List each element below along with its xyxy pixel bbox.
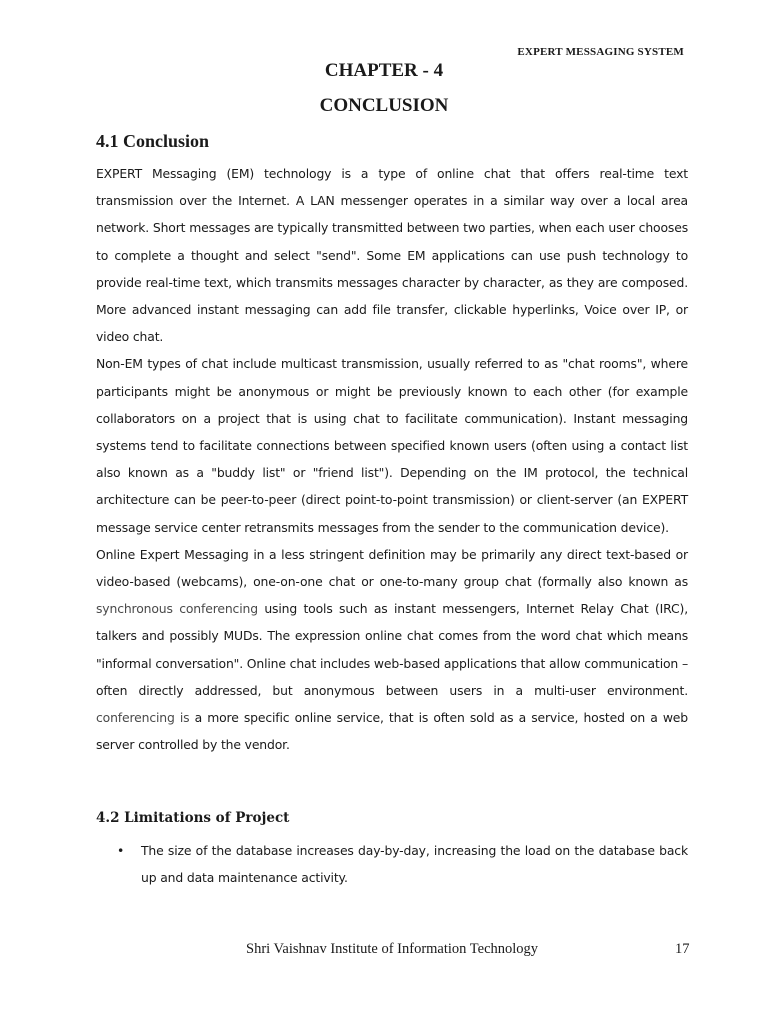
section-heading-conclusion: 4.1 Conclusion — [96, 131, 210, 151]
paragraph-text: a more specific online service, that is often sold as a service, hosted on a web server controlled by the vendor. — [96, 710, 688, 753]
paragraph: EXPERT Messaging (EM) technology is a type of online chat that offers real-time text transmission over the Internet. A LAN messenger operates in a similar way over a local area network. Short messages are typically transmitted between two parties, when each user chooses to complete a thought and select "send". Some EM applications can use push technology to provide real-time text, which transmits messages character by character, as they are composed. More advanced instant messaging can add file transfer, clickable hyperlinks, Voice over IP, or video chat. — [96, 166, 688, 345]
list-item — [96, 837, 688, 891]
list-item-text: The size of the database increases day-by-day, increasing the load on the database back up and data maintenance activity. — [141, 843, 688, 886]
page-number: 17 — [675, 941, 690, 957]
section-heading-limitations: 4.2 Limitations of Project — [96, 810, 290, 826]
limitations-list — [96, 837, 688, 891]
conferencing-term: conferencing is — [96, 710, 190, 726]
paragraph: Non-EM types of chat include multicast transmission, usually referred to as "chat rooms", where participants might be anonymous or might be previously known to each other (for example collaborators on a project that is using chat to facilitate communication). Instant messaging systems tend to facilitate connections between specified known users (often using a contact list also known as a "buddy list" or "friend list"). Depending on the IM protocol, the technical architecture can be peer-to-peer (direct point-to-point transmission) or client-server (an EXPERT message service center retransmits messages from the sender to the communication device). — [96, 356, 688, 535]
synchronous-conferencing-term: synchronous conferencing — [96, 601, 258, 617]
footer-institution: Shri Vaishnav Institute of Information Technology — [246, 941, 539, 957]
running-header: EXPERT MESSAGING SYSTEM — [517, 46, 684, 58]
conclusion-body — [96, 160, 688, 761]
paragraph — [96, 541, 688, 759]
bullet-icon: • — [117, 843, 125, 858]
chapter-title: CONCLUSION — [319, 95, 449, 116]
paragraph-text: using tools such as instant messengers, Internet Relay Chat (IRC), talkers and possibly MUDs. The expression online chat comes from the word chat which means "informal conversation". Online chat includes web-based applications that allow communication – often directly addressed, but anonymous between users in a multi-user environment. — [96, 601, 688, 698]
chapter-number: CHAPTER - 4 — [324, 60, 444, 81]
paragraph-text: Online Expert Messaging in a less stringent definition may be primarily any direct text-based or video-based (webcams), one-on-one chat or one-to-many group chat (formally also known as — [96, 546, 688, 590]
